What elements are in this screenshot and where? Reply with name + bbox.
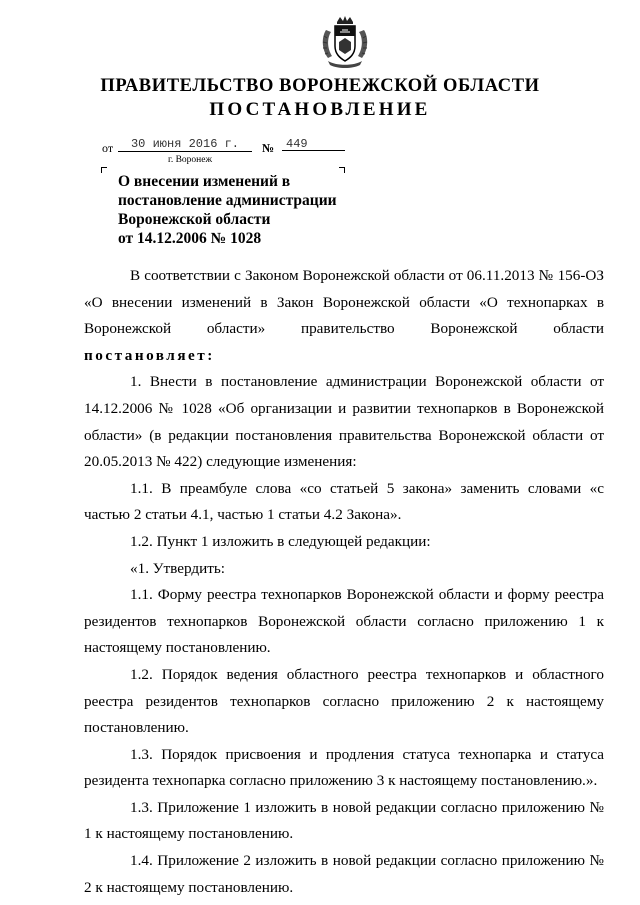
subject-line: Воронежской области	[118, 211, 271, 228]
subject-line: от 14.12.2006 № 1028	[118, 230, 262, 247]
coat-of-arms-icon	[318, 14, 372, 70]
date-number-row	[102, 137, 402, 155]
document-body	[84, 263, 604, 901]
body-paragraph: «1. Утвердить:	[130, 559, 226, 577]
body-paragraph: 1.1. Форму реестра технопарков Воронежской области и форму реестра резидентов технопарков Воронежской области согласно приложению 1 к настоящему постановлению.	[84, 586, 604, 657]
body-paragraph: 1.2. Порядок ведения областного реестра технопарков и областного реестра резидентов технопарков согласно приложению 2 к настоящему постановлению.	[84, 665, 604, 737]
city: г. Воронеж	[168, 155, 213, 165]
document-subject	[118, 172, 368, 248]
number-value: 449	[282, 137, 345, 151]
body-paragraph: 1.2. Пункт 1 изложить в следующей редакции:	[130, 532, 431, 550]
subject-bracket-left	[101, 167, 107, 173]
subject-line: постановление администрации	[118, 192, 337, 209]
subject-line: О внесении изменений в	[118, 173, 291, 190]
preamble-paragraph	[84, 263, 604, 369]
date-value: 30 июня 2016 г.	[118, 137, 252, 152]
preamble-text: В соответствии с Законом Воронежской области от 06.11.2013 № 156-ОЗ «О внесении изменений в Закон Воронежской области «О технопарках в Воронежской области» правительство Воронежской области	[84, 267, 604, 338]
organization-title: ПРАВИТЕЛЬСТВО ВОРОНЕЖСКОЙ ОБЛАСТИ	[100, 76, 540, 96]
preamble-decree-word: постановляет:	[84, 346, 215, 364]
body-paragraph: 1.3. Приложение 1 изложить в новой редакции согласно приложению № 1 к настоящему постановлению.	[84, 798, 604, 843]
document-type: ПОСТАНОВЛЕНИЕ	[209, 99, 431, 120]
body-paragraph: 1.3. Порядок присвоения и продления статуса технопарка и статуса резидента технопарка согласно приложению 3 к настоящему постановлению.».	[84, 745, 604, 790]
body-paragraph: 1.4. Приложение 2 изложить в новой редакции согласно приложению № 2 к настоящему постановлению.	[84, 852, 604, 896]
body-paragraph: 1.1. В преамбуле слова «со статьей 5 закона» заменить словами «с частью 2 статьи 4.1, частью 1 статьи 4.2 Закона».	[84, 479, 604, 524]
number-prefix: №	[262, 141, 275, 155]
date-prefix: от	[102, 141, 114, 155]
body-paragraph: 1. Внести в постановление администрации Воронежской области от 14.12.2006 № 1028 «Об организации и развитии технопарков в Воронежской области» (в редакции постановления правительства Воронежской области от 20.05.2013 № 422) следующие изменения:	[84, 373, 604, 471]
